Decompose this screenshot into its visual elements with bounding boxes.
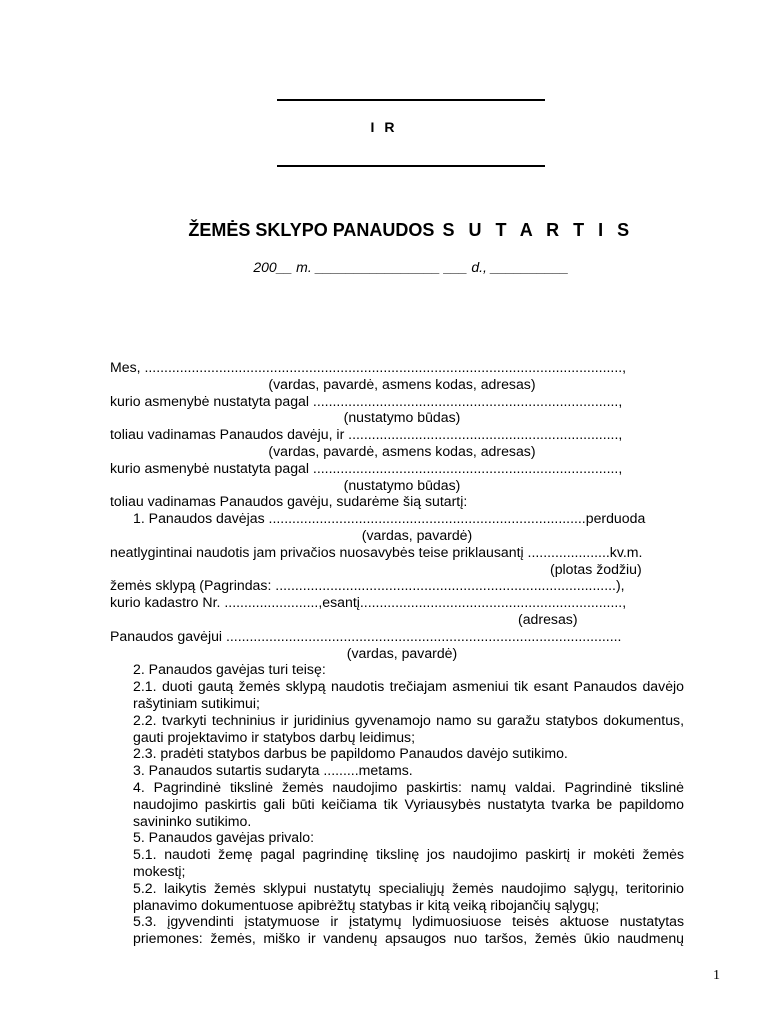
paragraph-line: kurio kadastro Nr. ........................,esantį..................................................................., xyxy=(110,594,627,611)
paragraph-line: kurio asmenybė nustatyta pagal .............................................................................., xyxy=(110,459,623,476)
and-separator: I R xyxy=(370,119,398,135)
title-main: ŽEMĖS SKLYPO PANAUDOS xyxy=(188,220,435,240)
clause-5-2: 5.2. laikytis žemės sklypui nustatytų specialiųjų žemės naudojimo sąlygų, teritorinio planavimo dokumentuose apibrėžtų statybas ir kitą veiką ribojančių sąlygų; xyxy=(133,879,684,913)
field-caption: (adresas) xyxy=(518,610,578,627)
party-one-blank-line xyxy=(277,99,545,101)
field-caption: (vardas, pavardė, asmens kodas, adresas) xyxy=(268,375,536,392)
contract-body xyxy=(110,359,684,947)
field-caption: (plotas žodžiu) xyxy=(550,560,642,577)
title-spaced: S U T A R T I S xyxy=(442,220,634,240)
clause-2-2: 2.2. tvarkyti techninius ir juridinius gyvenamojo namo su garažu statybos dokumentus, gauti projektavimo ir statybos darbų leidimus; xyxy=(133,711,684,745)
field-caption: (vardas, pavardė) xyxy=(361,526,473,543)
field-caption: (nustatymo būdas) xyxy=(343,409,461,426)
clause-5-3: 5.3. įgyvendinti įstatymuose ir įstatymų lydimuosiuose teisės aktuose nustatytas priemones: žemės, miško ir vandenų apsaugos nuo taršos, žemės ūkio naudmenų xyxy=(133,913,684,947)
date-line: 200__ m. ________________ ___ d., __________ xyxy=(253,259,569,275)
paragraph-line: Mes, .........................................................................................................................., xyxy=(110,359,627,375)
paragraph-line: toliau vadinamas Panaudos davėju, ir ....................................................................., xyxy=(110,426,623,443)
paragraph-line: toliau vadinamas Panaudos gavėju, sudarėme šią sutartį: xyxy=(110,493,468,510)
field-caption: (nustatymo būdas) xyxy=(343,476,461,493)
paragraph-line: žemės sklypą (Pagrindas: .......................................................................................), xyxy=(110,577,625,594)
field-caption: (vardas, pavardė) xyxy=(346,644,458,661)
page-number: 1 xyxy=(713,968,720,983)
party-two-blank-line xyxy=(277,165,545,167)
clause-4: 4. Pagrindinė tikslinė žemės naudojimo paskirtis: namų valdai. Pagrindinė tikslinė naudojimo paskirtis gali būti keičiama tik Vyriausybės nustatyta tvarka be papildomo savininko sutikimo. xyxy=(133,778,684,829)
clause-5-1: 5.1. naudoti žemę pagal pagrindinę tikslinę jos naudojimo paskirtį ir mokėti žemės mokestį; xyxy=(133,846,684,879)
document-title xyxy=(0,220,768,241)
clause-2-1: 2.1. duoti gautą žemės sklypą naudotis trečiajam asmeniui tik esant Panaudos davėjo rašytiniam sutikimui; xyxy=(133,678,684,711)
paragraph-line: Panaudos gavėjui ..................................................................................................... xyxy=(110,627,622,644)
field-caption: (vardas, pavardė, asmens kodas, adresas) xyxy=(268,442,536,459)
clause-heading: 5. Panaudos gavėjas privalo: xyxy=(133,829,314,846)
paragraph-line: neatlygintinai naudotis jam privačios nuosavybės teise priklausantį .....................kv.m. xyxy=(110,543,643,560)
clause-3: 3. Panaudos sutartis sudaryta .........metams. xyxy=(133,762,413,779)
paragraph-line: kurio asmenybė nustatyta pagal .............................................................................., xyxy=(110,392,623,409)
clause-2-3: 2.3. pradėti statybos darbus be papildomo Panaudos davėjo sutikimo. xyxy=(133,745,568,762)
paragraph-line: 1. Panaudos davėjas .................................................................................perduoda xyxy=(133,510,646,527)
clause-heading: 2. Panaudos gavėjas turi teisę: xyxy=(133,661,326,678)
